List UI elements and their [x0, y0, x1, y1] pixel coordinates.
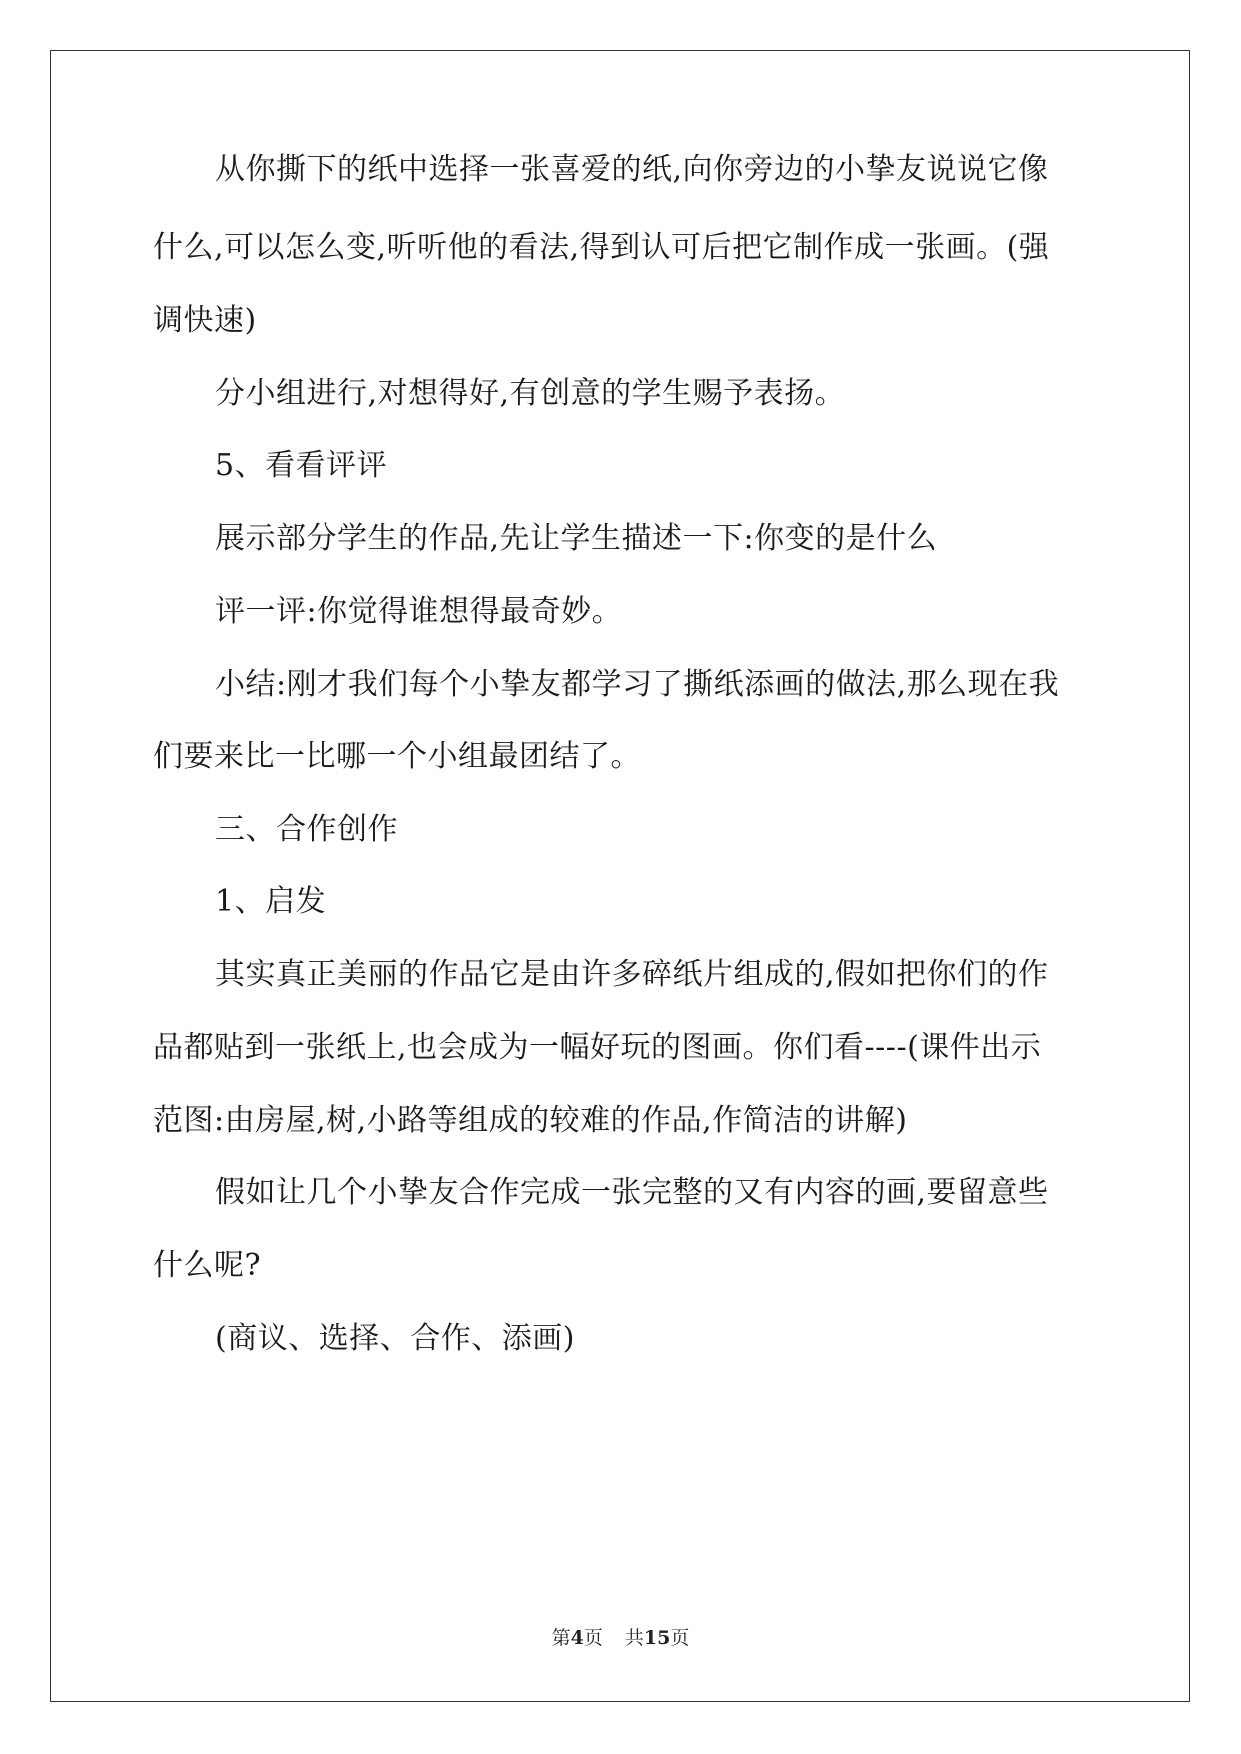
section-heading: 1、启发 [215, 884, 327, 919]
section-heading: 5、看看评评 [215, 448, 388, 483]
paragraph-line: 分小组进行,对想得好,有创意的学生赐予表扬。 [215, 376, 846, 411]
paragraph-line: (商议、选择、合作、添画) [215, 1321, 575, 1356]
page-border [50, 50, 1190, 1702]
footer-total-pages: 15 [643, 1627, 671, 1649]
paragraph-line: 什么呢? [153, 1248, 262, 1283]
paragraph-line: 品都贴到一张纸上,也会成为一幅好玩的图画。你们看----(课件出示 [153, 1030, 1042, 1065]
footer-page-suffix: 页 [583, 1627, 603, 1649]
paragraph-line: 们要来比一比哪一个小组最团结了。 [153, 739, 641, 774]
paragraph-line: 调快速) [153, 303, 257, 338]
paragraph-line: 范图:由房屋,树,小路等组成的较难的作品,作简洁的讲解) [153, 1103, 908, 1138]
paragraph-line: 小结:刚才我们每个小挚友都学习了撕纸添画的做法,那么现在我 [215, 667, 1060, 702]
footer-total-prefix: 共 [624, 1627, 644, 1649]
paragraph-line: 评一评:你觉得谁想得最奇妙。 [215, 594, 623, 629]
paragraph-line: 从你撕下的纸中选择一张喜爱的纸,向你旁边的小挚友说说它像 [215, 152, 1049, 187]
footer-total-suffix: 页 [670, 1627, 690, 1649]
page-footer [0, 1626, 1241, 1650]
paragraph-line: 假如让几个小挚友合作完成一张完整的又有内容的画,要留意些 [215, 1175, 1049, 1210]
paragraph-line: 其实真正美丽的作品它是由许多碎纸片组成的,假如把你们的作 [215, 957, 1049, 992]
section-heading: 三、合作创作 [215, 812, 398, 847]
paragraph-line: 展示部分学生的作品,先让学生描述一下:你变的是什么 [215, 521, 938, 556]
footer-page-number: 4 [570, 1627, 584, 1649]
footer-page-prefix: 第 [551, 1627, 571, 1649]
paragraph-line: 什么,可以怎么变,听听他的看法,得到认可后把它制作成一张画。(强 [153, 230, 1050, 265]
